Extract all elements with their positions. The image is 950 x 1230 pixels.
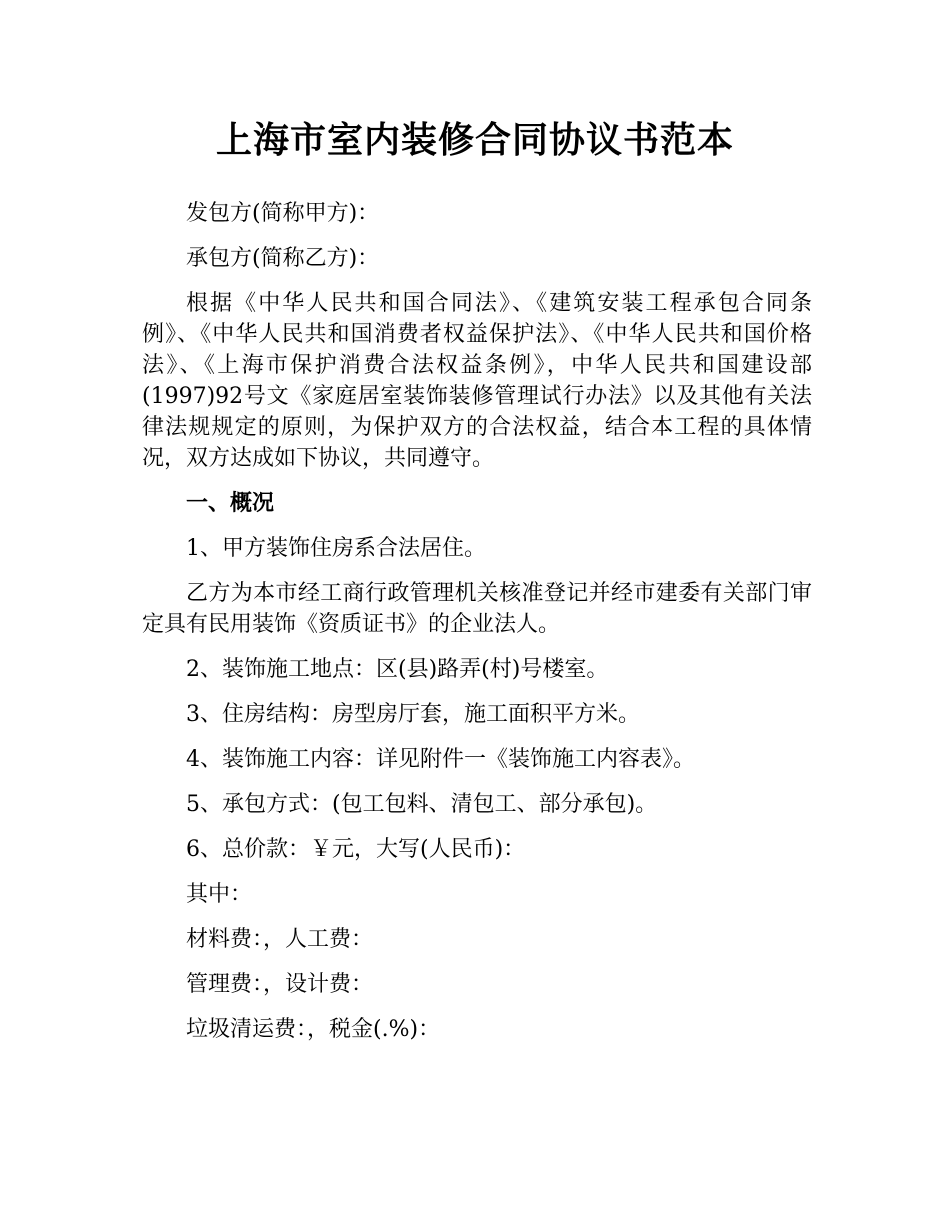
document-title: 上海市室内装修合同协议书范本 <box>215 120 734 161</box>
cleanup-tax-fee-line: 垃圾清运费：，税金(.%)： <box>186 1017 441 1042</box>
party-b-line: 承包方(简称乙方)： <box>186 246 380 271</box>
document-body <box>142 198 812 1059</box>
party-a-line: 发包方(简称甲方)： <box>186 201 380 226</box>
clause-4-content: 4、装饰施工内容：详见附件一《装饰施工内容表》。 <box>186 747 695 772</box>
clause-1-party-b: 乙方为本市经工商行政管理机关核准登记并经市建委有关部门审定具有民用装饰《资质证书》的企业法人。 <box>142 581 812 637</box>
section-heading-overview: 一、概况 <box>186 491 275 516</box>
clause-6-total-price: 6、总价款：￥元，大写(人民币)： <box>186 837 526 862</box>
clause-2-location: 2、装饰施工地点：区(县)路弄(村)号楼室。 <box>186 657 609 682</box>
price-breakdown-label: 其中： <box>186 882 253 907</box>
clause-5-method: 5、承包方式：(包工包料、清包工、部分承包)。 <box>186 792 658 817</box>
preamble-paragraph: 根据《中华人民共和国合同法》、《建筑安装工程承包合同条例》、《中华人民共和国消费者权益保护法》、《中华人民共和国价格法》、《上海市保护消费合法权益条例》，中华人民共和国建设部(1997)92号文《家庭居室装饰装修管理试行办法》以及其他有关法律法规规定的原则，为保护双方的合法权益，结合本工程的具体情况，双方达成如下协议，共同遵守。 <box>142 291 812 471</box>
clause-1: 1、甲方装饰住房系合法居住。 <box>186 536 486 561</box>
clause-3-structure: 3、住房结构：房型房厅套，施工面积平方米。 <box>186 702 640 727</box>
management-design-fee-line: 管理费：，设计费： <box>186 972 374 997</box>
material-labor-fee-line: 材料费：，人工费： <box>186 927 374 952</box>
